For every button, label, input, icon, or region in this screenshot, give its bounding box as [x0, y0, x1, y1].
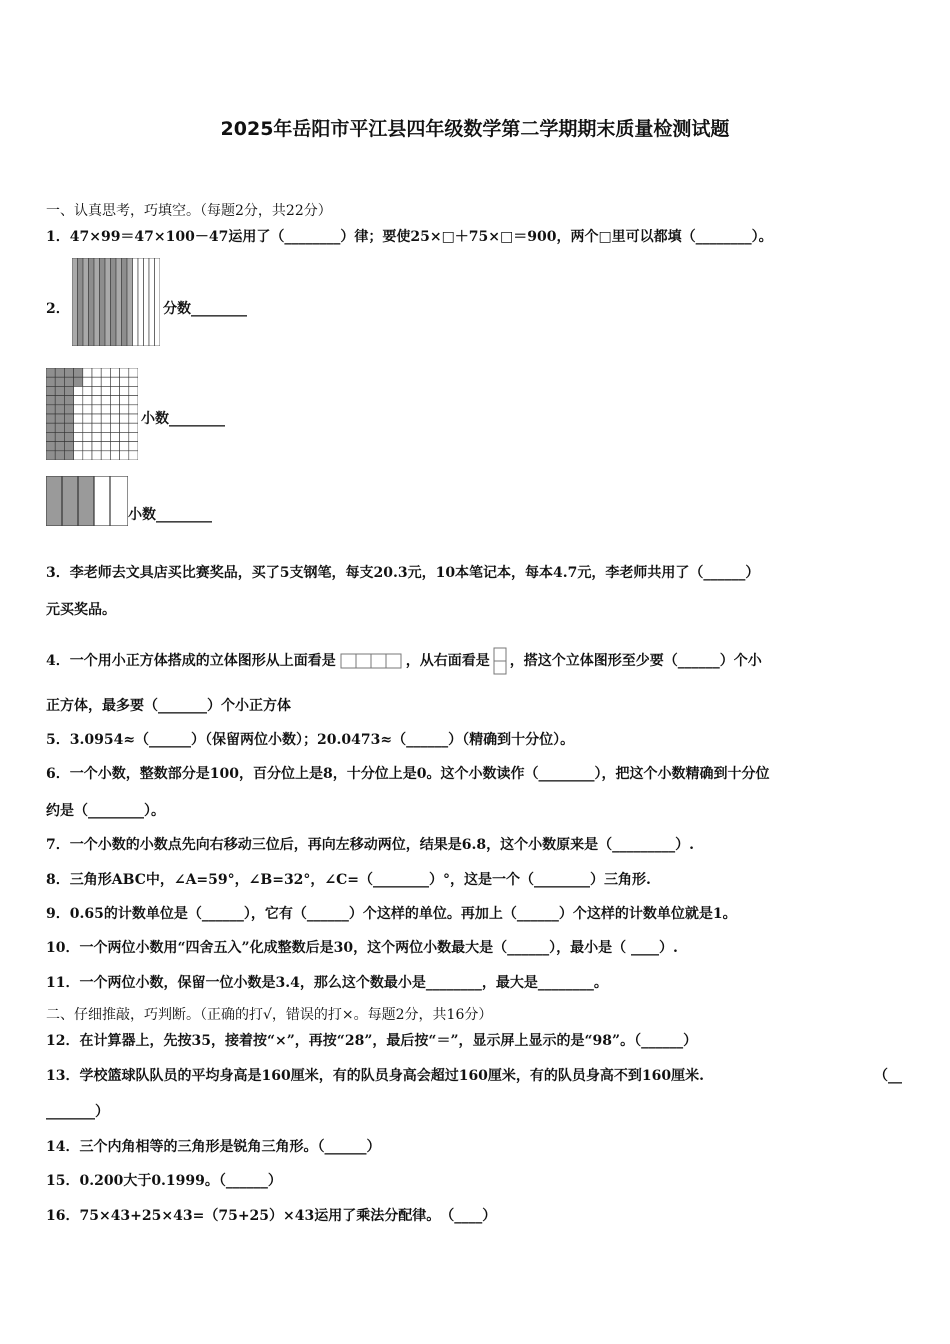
grid-cell [92, 377, 101, 386]
grid-cell [83, 368, 92, 377]
grid-cell [101, 414, 110, 423]
fraction-strip-cell [111, 258, 117, 346]
grid-cell [120, 396, 129, 405]
grid-cell [46, 405, 55, 414]
grid-cell [101, 386, 110, 395]
grid-cell [46, 451, 55, 460]
grid-cell [83, 442, 92, 451]
question-13-answer-paren: （__ [874, 1068, 902, 1084]
grid-cell [92, 405, 101, 414]
grid-cell [74, 368, 83, 377]
grid-cell [64, 432, 73, 441]
grid-cell [64, 423, 73, 432]
fraction-strip-cell [149, 258, 155, 346]
fraction-strip-cell [138, 258, 144, 346]
grid-cell [83, 377, 92, 386]
question-10: 10．一个两位小数用“四舍五入”化成整数后是30，这个两位小数最大是（______），最小是（ ____）. [46, 940, 678, 956]
grid-cell [74, 432, 83, 441]
grid-cell [46, 423, 55, 432]
grid-cell [120, 451, 129, 460]
grid-cell [64, 451, 73, 460]
grid-cell [129, 377, 138, 386]
grid-cell [46, 377, 55, 386]
grid-cell [129, 405, 138, 414]
grid-cell [64, 442, 73, 451]
grid-cell [120, 432, 129, 441]
grid-cell [120, 442, 129, 451]
question-16: 16．75×43+25×43=（75+25）×43运用了乘法分配律。 （____） [46, 1208, 497, 1224]
grid-cell [92, 396, 101, 405]
grid-cell [101, 405, 110, 414]
grid-cell [92, 451, 101, 460]
grid-cell [129, 368, 138, 377]
fraction-strip-cell [122, 258, 128, 346]
grid-cell [129, 432, 138, 441]
question-2-fraction-label: 分数________ [163, 301, 247, 317]
grid-cell [46, 368, 55, 377]
grid-cell [64, 368, 73, 377]
grid-cell [83, 414, 92, 423]
grid-cell [55, 405, 64, 414]
grid-cell [101, 368, 110, 377]
grid-cell [110, 396, 119, 405]
fraction-strip-cell [127, 258, 133, 346]
question-9: 9．0.65的计数单位是（______），它有（______）个这样的单位。再加上（______）个这样的计数单位就是1。 [46, 906, 737, 922]
question-5: 5．3.0954≈（______）（保留两位小数）；20.0473≈（______）（精确到十分位）。 [46, 732, 575, 748]
grid-cell [120, 405, 129, 414]
grid-cell [110, 423, 119, 432]
question-15: 15．0.200大于0.1999。（______） [46, 1173, 282, 1189]
grid-cell [55, 414, 64, 423]
grid-cell [55, 396, 64, 405]
grid-cell [74, 386, 83, 395]
grid-cell [64, 396, 73, 405]
fraction-strip-cell [78, 258, 84, 346]
question-2-number: 2． [46, 301, 70, 317]
grid-cell [74, 414, 83, 423]
tenths-bar-figure [46, 476, 128, 526]
question-6-line-1: 6．一个小数，整数部分是100，百分位上是8，十分位上是0。这个小数读作（________），把这个小数精确到十分位 [46, 766, 770, 782]
grid-cell [83, 405, 92, 414]
grid-cell [83, 386, 92, 395]
question-3-line-2: 元买奖品。 [46, 602, 116, 618]
question-12: 12．在计算器上，先按35，接着按“×”，再按“28”，最后按“＝”，显示屏上显示的是“98”。（______） [46, 1033, 698, 1049]
grid-cell [64, 377, 73, 386]
grid-cell [101, 396, 110, 405]
fraction-strip-figure [72, 258, 160, 346]
question-1: 1．47×99＝47×100－47运用了（________）律；要使25×□＋75×□＝900，两个□里可以都填（________）。 [46, 229, 773, 245]
grid-cell [64, 386, 73, 395]
grid-cell [129, 396, 138, 405]
grid-cell [64, 405, 73, 414]
grid-cell [55, 377, 64, 386]
grid-cell [92, 368, 101, 377]
question-13-line-1: 13．学校篮球队队员的平均身高是160厘米，有的队员身高会超过160厘米，有的队员身高不到160厘米. [46, 1068, 705, 1084]
grid-cell [110, 414, 119, 423]
grid-cell [74, 377, 83, 386]
grid-cell [55, 423, 64, 432]
grid-cell [83, 423, 92, 432]
right-view-figure [492, 646, 508, 676]
grid-cell [129, 423, 138, 432]
grid-cell [110, 386, 119, 395]
grid-cell [110, 451, 119, 460]
hundred-grid-figure [46, 368, 138, 460]
question-3-line-1: 3．李老师去文具店买比赛奖品，买了5支钢笔，每支20.3元，10本笔记本，每本4.7元，李老师共用了（______） [46, 565, 760, 581]
grid-cell [83, 432, 92, 441]
grid-cell [101, 432, 110, 441]
question-14: 14．三个内角相等的三角形是锐角三角形。（______） [46, 1139, 381, 1155]
grid-cell [101, 442, 110, 451]
grid-cell [110, 405, 119, 414]
fraction-strip-cell [144, 258, 150, 346]
question-6-line-2: 约是（________）。 [46, 803, 165, 819]
grid-cell [55, 451, 64, 460]
grid-cell [64, 414, 73, 423]
question-4-line-1: 4．一个用小正方体搭成的立体图形从上面看是 ，从右面看是 ，搭这个立体图形至少要（______）个小 [46, 646, 762, 676]
fraction-strip-cell [94, 258, 100, 346]
question-11: 11．一个两位小数，保留一位小数是3.4，那么这个数最小是________，最大是________。 [46, 975, 608, 991]
grid-cell [46, 432, 55, 441]
grid-cell [46, 396, 55, 405]
grid-cell [92, 414, 101, 423]
grid-cell [46, 386, 55, 395]
grid-cell [92, 442, 101, 451]
fraction-strip-cell [100, 258, 106, 346]
fraction-strip-cell [155, 258, 161, 346]
grid-cell [55, 442, 64, 451]
grid-cell [74, 442, 83, 451]
question-8: 8．三角形ABC中，∠A=59°，∠B=32°，∠C=（________）°，这是一个（________）三角形. [46, 872, 651, 888]
grid-cell [74, 396, 83, 405]
page-title: 2025年岳阳市平江县四年级数学第二学期期末质量检测试题 [220, 118, 730, 140]
grid-cell [55, 368, 64, 377]
grid-cell [55, 386, 64, 395]
grid-cell [101, 377, 110, 386]
grid-cell [129, 386, 138, 395]
grid-cell [101, 423, 110, 432]
fraction-strip-cell [83, 258, 89, 346]
grid-cell [120, 423, 129, 432]
grid-cell [110, 377, 119, 386]
question-2-decimal-label-a: 小数________ [141, 411, 225, 427]
grid-cell [46, 414, 55, 423]
grid-cell [83, 396, 92, 405]
grid-cell [74, 423, 83, 432]
question-4-line-2: 正方体，最多要（_______）个小正方体 [46, 698, 291, 714]
question-7: 7．一个小数的小数点先向右移动三位后，再向左移动两位，结果是6.8，这个小数原来是（_________）. [46, 837, 694, 853]
grid-cell [110, 442, 119, 451]
grid-cell [101, 451, 110, 460]
grid-cell [129, 442, 138, 451]
grid-cell [110, 368, 119, 377]
grid-cell [120, 377, 129, 386]
grid-cell [74, 405, 83, 414]
grid-cell [55, 432, 64, 441]
grid-cell [92, 432, 101, 441]
question-2-decimal-label-b: 小数________ [128, 507, 212, 523]
question-13-line-2: _______） [46, 1104, 109, 1120]
grid-cell [83, 451, 92, 460]
grid-cell [120, 368, 129, 377]
fraction-strip-cell [105, 258, 111, 346]
section-1-heading: 一、认真思考，巧填空。（每题2分，共22分） [46, 203, 332, 219]
grid-cell [46, 442, 55, 451]
grid-cell [120, 414, 129, 423]
fraction-strip-cell [89, 258, 95, 346]
grid-cell [120, 386, 129, 395]
grid-cell [92, 423, 101, 432]
grid-cell [74, 451, 83, 460]
grid-cell [129, 414, 138, 423]
fraction-strip-cell [116, 258, 122, 346]
top-view-figure [340, 653, 402, 669]
grid-cell [110, 432, 119, 441]
grid-cell [129, 451, 138, 460]
section-2-heading: 二、仔细推敲，巧判断。（正确的打√，错误的打×。每题2分，共16分） [46, 1007, 493, 1023]
fraction-strip-cell [72, 258, 78, 346]
grid-cell [92, 386, 101, 395]
fraction-strip-cell [133, 258, 139, 346]
